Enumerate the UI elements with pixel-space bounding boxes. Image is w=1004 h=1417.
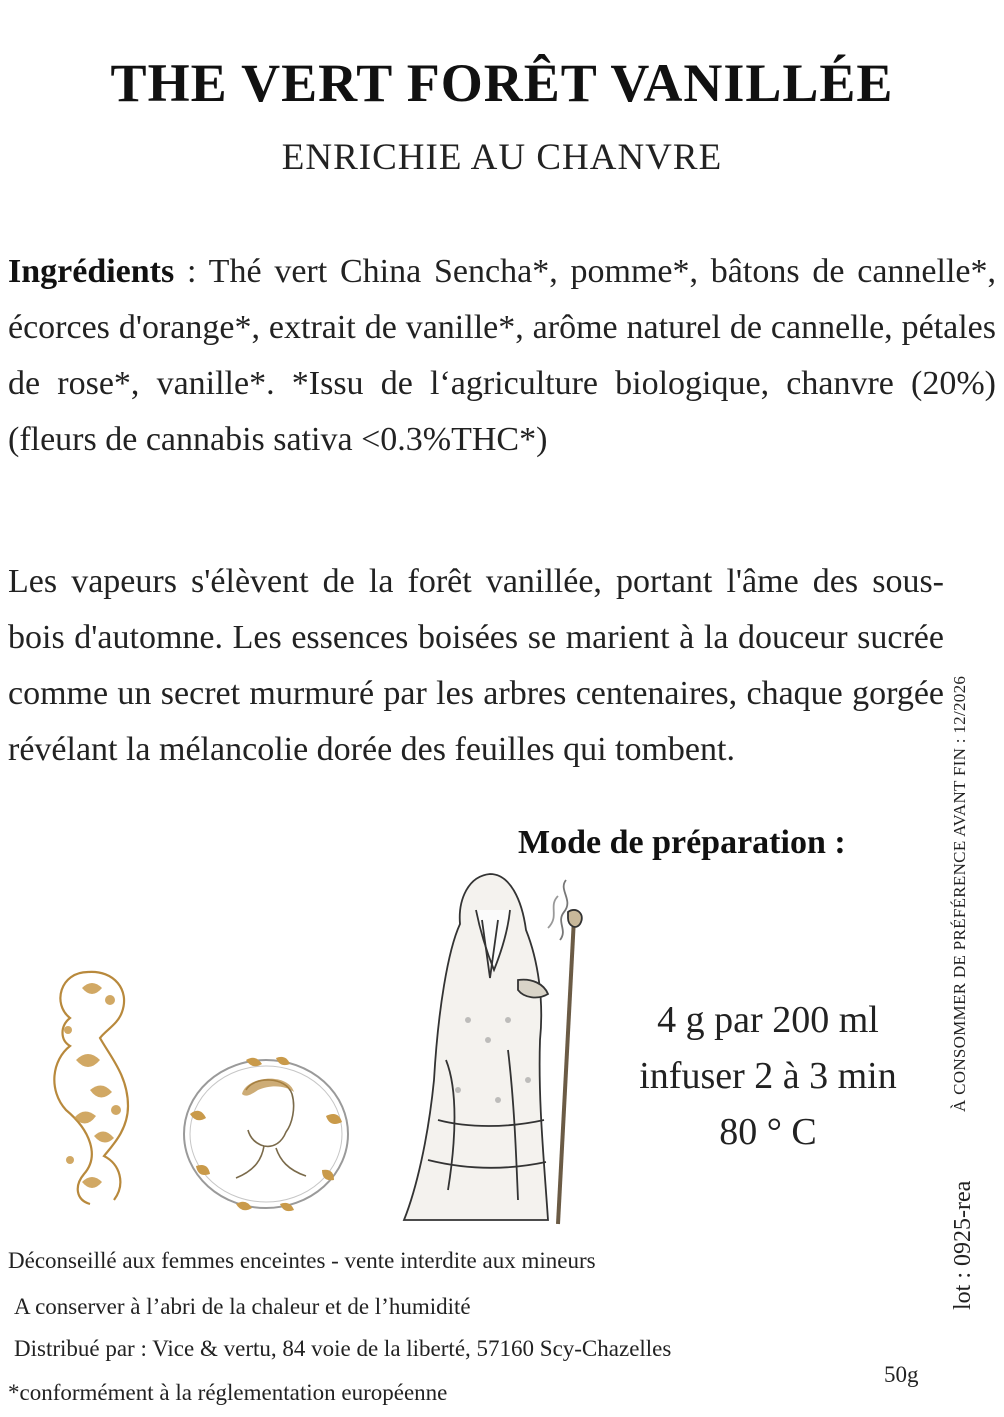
description-paragraph: Les vapeurs s'élèvent de la forêt vanillée, portant l'âme des sous-bois d'automne. Les essences boisées se marient à la douceur sucrée comme un secret murmuré par les arbres centenaires, chaque gorgée révélant la mélancolie dorée des feuilles qui tombent. [8,563,944,768]
preparation-dose: 4 g par 200 ml [657,999,879,1041]
product-title: THE VERT FORÊT VANILLÉE [110,53,894,113]
product-subtitle: ENRICHIE AU CHANVRE [281,137,723,178]
preparation-instructions [600,992,936,1160]
distributor-info: Distribué par : Vice & vertu, 84 voie de la liberté, 57160 Scy-Chazelles [14,1336,672,1361]
preparation-time: infuser 2 à 3 min [639,1055,897,1097]
regulation-note: *conformément à la réglementation européenne [8,1380,448,1405]
ingredients-label: Ingrédients [8,253,175,290]
ingredients-text: : Thé vert China Sencha*, pomme*, bâtons de cannelle*, écorces d'orange*, extrait de vanille*, arôme naturel de cannelle, pétales de rose*, vanille*. *Issu de l‘agriculture biologique, chanvre (20%)(fleurs de cannabis sativa <0.3%THC*) [8,253,996,458]
preparation-temperature: 80 ° C [719,1111,817,1153]
wizard-with-tea-icon [398,860,602,1232]
storage-instructions: A conserver à l’abri de la chaleur et de l’humidité [14,1294,471,1319]
preparation-title: Mode de préparation : [518,824,846,861]
pregnancy-warning: Déconseillé aux femmes enceintes - vente interdite aux mineurs [8,1248,596,1273]
child-portrait-wreath-icon [176,1054,356,1214]
ingredients-paragraph [8,244,996,468]
pregnant-woman-leaves-icon [30,960,150,1210]
net-weight: 50g [884,1362,919,1387]
best-before-date: À CONSOMMER DE PRÉFÉRENCE AVANT FIN : 12/2026 [950,675,969,1112]
lot-number: lot : 0925-rea [950,1180,976,1310]
